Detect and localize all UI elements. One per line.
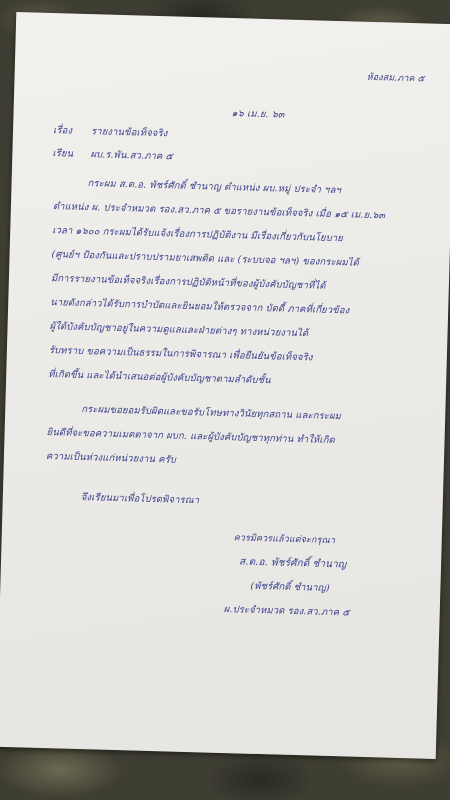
body-line: รับทราบ ขอความเป็นธรรมในการพิจารณา เพื่อยืนยันข้อเท็จจริง xyxy=(48,345,313,364)
body-line: นายดังกล่าวได้รับการบำบัดและยินยอมให้ตรวจจาก บัดดี้ ภาคที่เกี่ยวข้อง xyxy=(50,297,350,317)
closing-line: จึงเรียนมาเพื่อโปรดพิจารณา xyxy=(80,491,200,507)
body-line: กระผมขอยอมรับผิดและขอรับโทษทางวินัยทุกสถาน และกระผม xyxy=(81,403,342,423)
signature-position: ผ.ประจำหมวด รอง.สว.ภาค ๕ xyxy=(223,604,350,619)
body-line: ผู้ใต้บังคับบัญชาอยู่ในความดูแลและฝ่ายต่างๆ ทางหน่วยงานได้ xyxy=(49,321,309,340)
body-line: ยินดีที่จะขอความเมตตาจาก ผบก. และผู้บังคับบัญชาทุกท่าน ทำให้เกิด xyxy=(46,427,335,447)
body-line: ตำแหน่ง ผ. ประจำหมวด รอง.สว.ภาค ๕ ขอรายงานข้อเท็จจริง เมื่อ ๑๕ เม.ย.๖๓ xyxy=(52,201,386,222)
letter-date: ๑๖ เม.ย. ๖๓ xyxy=(231,108,285,121)
signature-name: ส.ต.อ. พัชร์ศักดิ์ ชำนาญ xyxy=(238,556,347,571)
handwritten-letter xyxy=(0,12,450,759)
body-line: ที่เกิดขึ้น และได้นำเสนอต่อผู้บังคับบัญชาตามลำดับชั้น xyxy=(48,369,271,387)
signature-printed-name: (พัชร์ศักดิ์ ชำนาญ) xyxy=(250,580,330,594)
page-reference: ห้องสม.ภาค ๕ xyxy=(366,72,425,85)
signature-prefix: ควรมิควรแล้วแต่จะกรุณา xyxy=(233,533,336,547)
body-line: มีการรายงานข้อเท็จจริงเรื่องการปฏิบัติหน้าที่ของผู้บังคับบัญชาที่ได้ xyxy=(50,273,326,292)
recipient-label: เรียน xyxy=(52,148,74,160)
body-line: กระผม ส.ต.อ. พัชร์ศักดิ์ ชำนาญ ตำแหน่ง ผบ.หมู่ ประจำ ฯลฯ xyxy=(87,178,342,197)
recipient-text: ผบ.ร.พัน.สว.ภาค ๕ xyxy=(90,149,173,163)
subject-label: เรื่อง xyxy=(52,125,73,137)
subject-text: รายงานข้อเท็จจริง xyxy=(90,126,168,140)
body-line: เวลา ๑๖๐๐ กระผมได้รับแจ้งเรื่องการปฏิบัติงาน มีเรื่องเกี่ยวกับนโยบาย xyxy=(52,225,344,245)
body-line: ความเป็นห่วงแก่หน่วยงาน ครับ xyxy=(45,451,177,466)
body-line: (ศูนย์ฯ ป้องกันและปราบปรามยาเสพติด และ (ระบบจอ ฯลฯ) ของกระผมได้ xyxy=(51,249,360,269)
